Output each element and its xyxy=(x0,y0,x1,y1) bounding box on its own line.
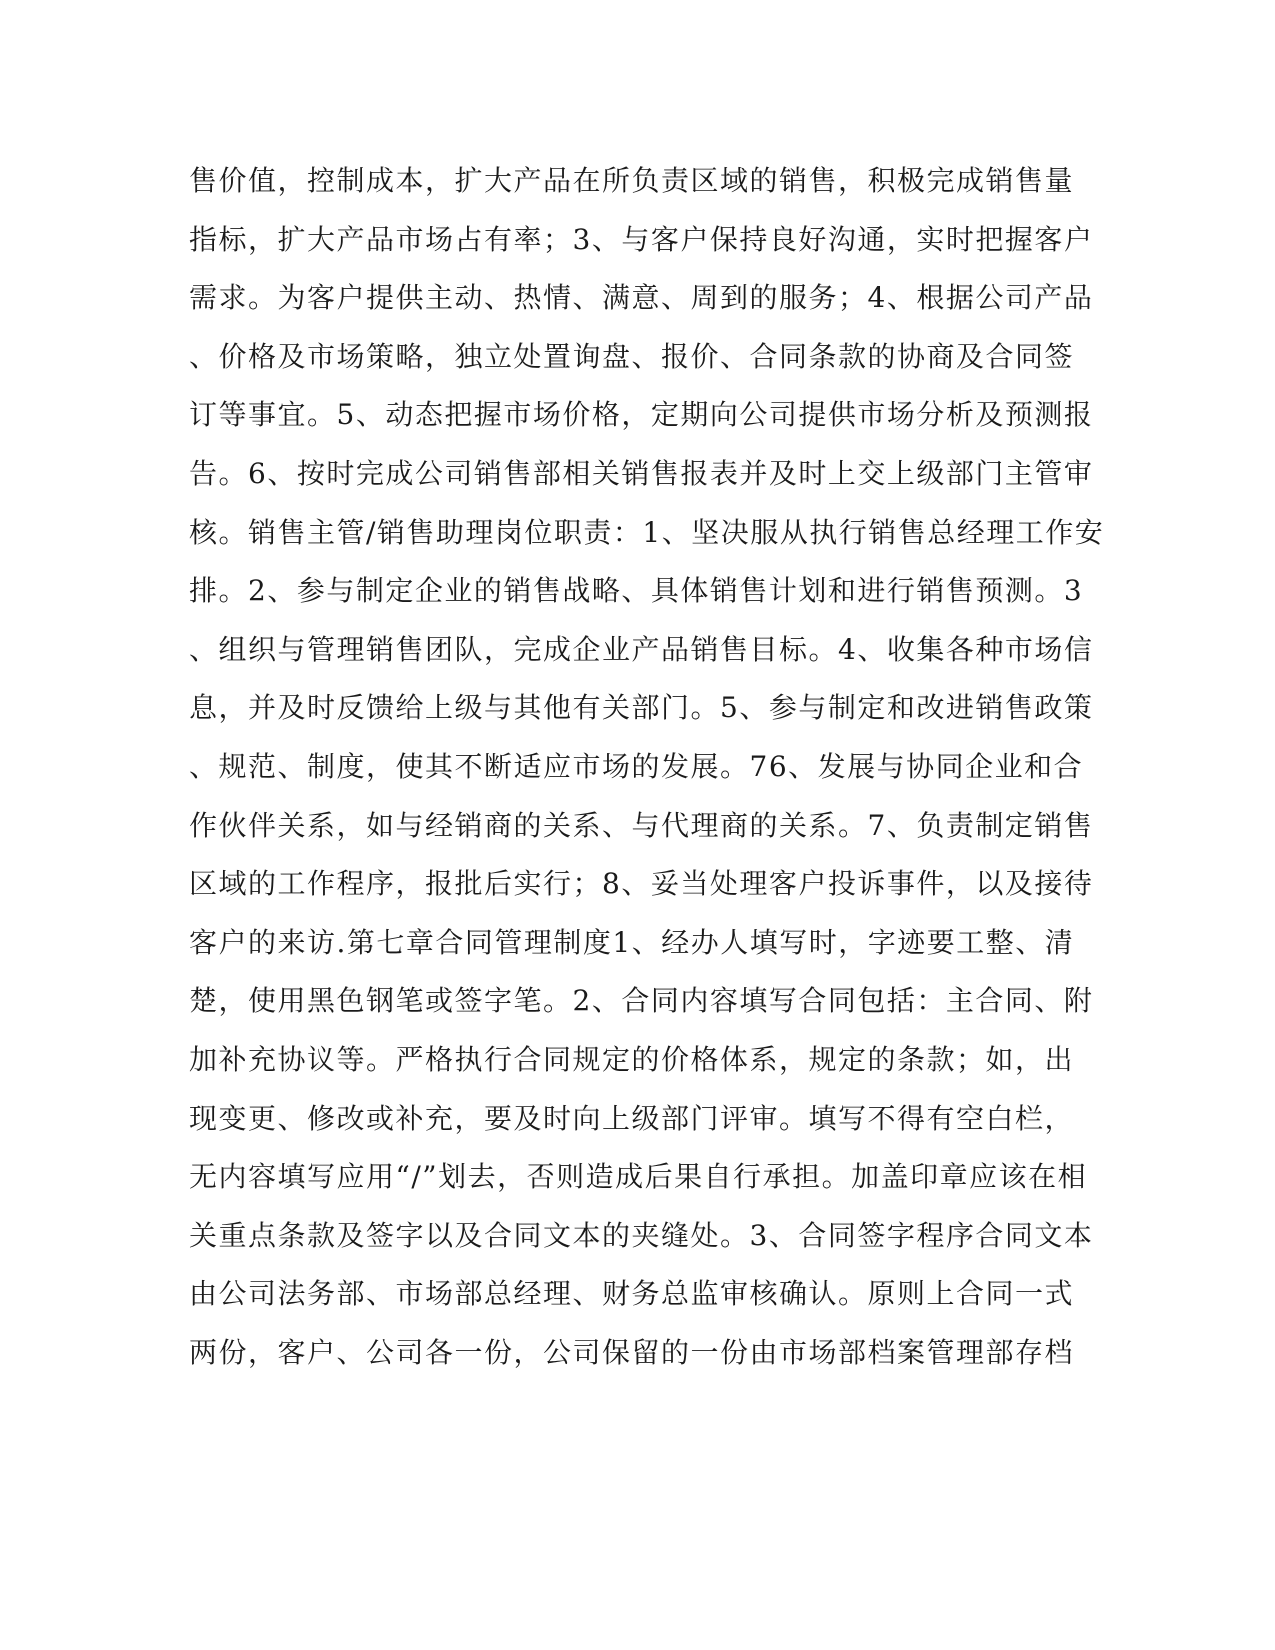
text-line: 排。2、参与制定企业的销售战略、具体销售计划和进行销售预测。3 xyxy=(189,574,1084,608)
text-line: 客户的来访.第七章合同管理制度1、经办人填写时，字迹要工整、清 xyxy=(189,925,1075,959)
text-line: 售价值，控制成本，扩大产品在所负责区域的销售，积极完成销售量 xyxy=(189,164,1075,197)
text-line: 加补充协议等。严格执行合同规定的价格体系，规定的条款；如，出 xyxy=(189,1042,1075,1076)
text-line: 现变更、修改或补充，要及时向上级部门评审。填写不得有空白栏， xyxy=(189,1101,1075,1135)
text-line: 、组织与管理销售团队，完成企业产品销售目标。4、收集各种市场信 xyxy=(189,632,1094,666)
text-line: 、价格及市场策略，独立处置询盘、报价、合同条款的协商及合同签 xyxy=(189,339,1075,373)
text-line: 无内容填写应用“/”划去，否则造成后果自行承担。加盖印章应该在相 xyxy=(189,1160,1088,1194)
text-line: 两份，客户、公司各一份，公司保留的一份由市场部档案管理部存档 xyxy=(189,1335,1075,1369)
text-line: 核。销售主管/销售助理岗位职责：1、坚决服从执行销售总经理工作安 xyxy=(189,515,1105,549)
body-text xyxy=(189,162,1105,1392)
text-line: 区域的工作程序，报批后实行；8、妥当处理客户投诉事件，以及接待 xyxy=(189,867,1094,901)
text-line: 需求。为客户提供主动、热情、满意、周到的服务；4、根据公司产品 xyxy=(189,281,1094,315)
text-line: 作伙伴关系，如与经销商的关系、与代理商的关系。7、负责制定销售 xyxy=(189,808,1094,842)
text-line: 关重点条款及签字以及合同文本的夹缝处。3、合同签字程序合同文本 xyxy=(189,1218,1094,1252)
text-line: 楚，使用黑色钢笔或签字笔。2、合同内容填写合同包括：主合同、附 xyxy=(189,984,1094,1018)
text-line: 告。6、按时完成公司销售部相关销售报表并及时上交上级部门主管审 xyxy=(189,456,1094,490)
text-line: 订等事宜。5、动态把握市场价格，定期向公司提供市场分析及预测报 xyxy=(189,398,1094,432)
text-line: 指标，扩大产品市场占有率；3、与客户保持良好沟通，实时把握客户 xyxy=(189,222,1094,256)
text-line: 息，并及时反馈给上级与其他有关部门。5、参与制定和改进销售政策 xyxy=(189,691,1094,725)
text-line: 由公司法务部、市场部总经理、财务总监审核确认。原则上合同一式 xyxy=(189,1277,1075,1311)
text-line: 、规范、制度，使其不断适应市场的发展。76、发展与协同企业和合 xyxy=(189,749,1084,783)
